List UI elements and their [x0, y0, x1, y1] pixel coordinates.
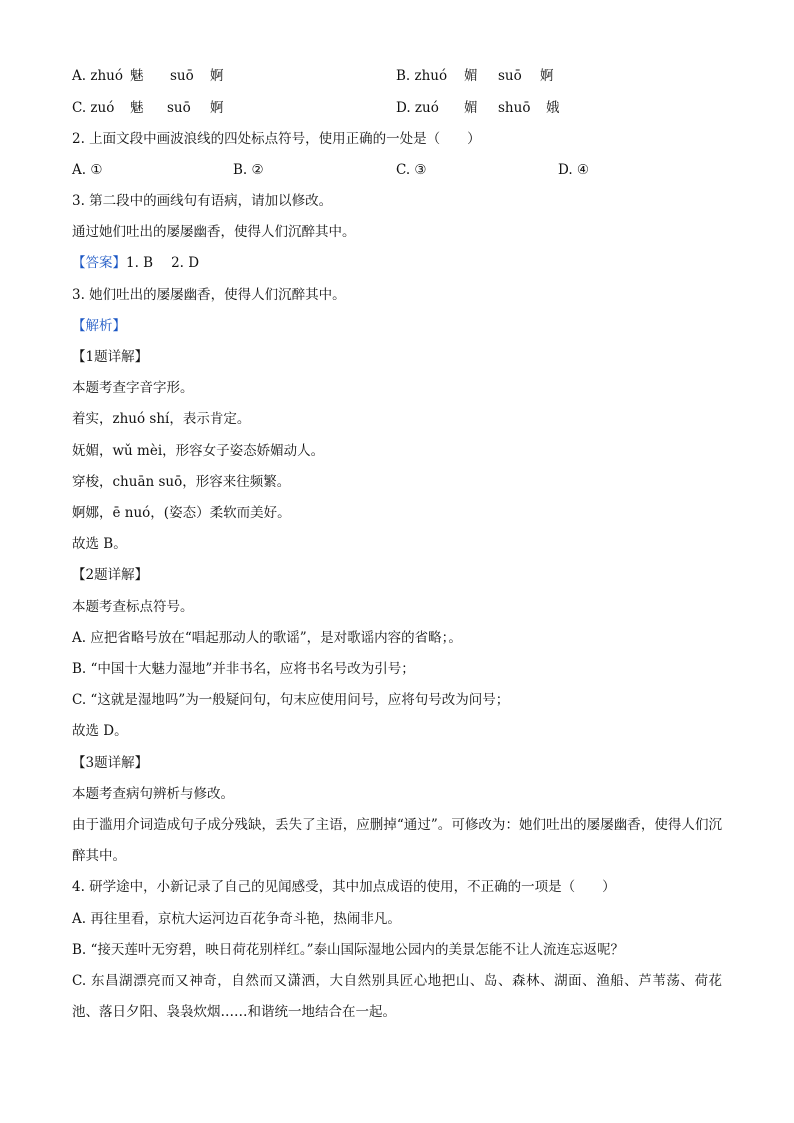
detail2-line: C. “这就是湿地吗”为一般疑问句，句末应使用问号，应将句号改为问号；	[72, 692, 510, 708]
q2-stem: 2. 上面文段中画波浪线的四处标点符号，使用正确的一处是（ ）	[72, 131, 481, 147]
answer-1: 1. B	[126, 255, 154, 271]
detail3-paragraph: 由于滥用介词造成句子成分残缺，丢失了主语，应删掉“通过”。可修改为：她们吐出的屡屡幽香，使得人们沉醉其中。	[72, 817, 722, 864]
q2-option-a: A. ①	[72, 162, 103, 178]
q3-stem: 3. 第二段中的画线句有语病，请加以修改。	[72, 193, 333, 209]
q1-option-c-char2: 婀	[210, 100, 224, 116]
q4-option-a: A. 再往里看，京杭大运河边百花争奇斗艳，热闹非凡。	[72, 911, 401, 927]
detail2-line: 本题考查标点符号。	[72, 599, 194, 615]
q1-options-row-2	[72, 99, 732, 117]
detail2-line: A. 应把省略号放在“唱起那动人的歌谣”，是对歌谣内容的省略；。	[72, 630, 462, 646]
detail2-line: B. “中国十大魅力湿地”并非书名，应将书名号改为引号；	[72, 661, 415, 677]
q2-option-d: D. ④	[558, 162, 590, 178]
detail1-line: 故选 B。	[72, 536, 127, 552]
q4-stem: 4. 研学途中，小新记录了自己的见闻感受，其中加点成语的使用，不正确的一项是（ ）	[72, 879, 616, 895]
detail1-line: 婀娜，ē nuó，(姿态）柔软而美好。	[72, 505, 291, 521]
answer-line	[72, 254, 199, 272]
q1-option-d-label: D. zuó	[396, 100, 439, 116]
q1-option-c-char1: 魅	[130, 100, 144, 116]
q1-option-d-char2: 娥	[546, 100, 560, 116]
q1-option-a-char1: 魅	[130, 68, 144, 84]
answer-3: 3. 她们吐出的屡屡幽香，使得人们沉醉其中。	[72, 287, 346, 303]
detail2-line: 故选 D。	[72, 723, 128, 739]
q1-option-c-label: C. zuó	[72, 100, 115, 116]
answer-2: 2. D	[171, 255, 200, 271]
detail2-heading: 【2题详解】	[72, 567, 149, 583]
analysis-tag: 【解析】	[72, 318, 126, 334]
q2-option-b: B. ②	[233, 162, 264, 178]
q2-options-row	[72, 161, 732, 179]
q1-option-b-char2: 婀	[540, 68, 554, 84]
q1-option-d-pinyin: shuō	[498, 100, 531, 116]
q1-option-b-char1: 媚	[464, 68, 478, 84]
q2-option-c: C. ③	[396, 162, 427, 178]
q4-option-b: B. “接天莲叶无穷碧，映日荷花别样红。”泰山国际湿地公园内的美景怎能不让人流连忘返呢？	[72, 942, 625, 958]
q3-sentence: 通过她们吐出的屡屡幽香，使得人们沉醉其中。	[72, 224, 356, 240]
detail1-line: 着实，zhuó shí，表示肯定。	[72, 411, 251, 427]
q1-option-b-pinyin: suō	[498, 68, 522, 84]
detail1-line: 穿梭，chuān suō，形容来往频繁。	[72, 474, 291, 490]
q4-option-c: C. 东昌湖漂亮而又神奇，自然而又潇洒，大自然别具匠心地把山、岛、森林、湖面、渔船、芦苇荡、荷花池、落日夕阳、袅袅炊烟……和谐统一地结合在一起。	[72, 973, 722, 1020]
detail3-line: 本题考查病句辨析与修改。	[72, 786, 234, 802]
q1-option-a-label: A. zhuó	[72, 68, 123, 84]
q1-options-row-1	[72, 67, 732, 85]
q1-option-d-char1: 媚	[464, 100, 478, 116]
q1-option-c-pinyin: suō	[167, 100, 191, 116]
detail1-line: 妩媚，wǔ mèi，形容女子姿态娇媚动人。	[72, 443, 325, 459]
detail3-heading: 【3题详解】	[72, 755, 149, 771]
q1-option-a-char2: 婀	[210, 68, 224, 84]
detail1-heading: 【1题详解】	[72, 349, 149, 365]
q1-option-b-label: B. zhuó	[396, 68, 448, 84]
answer-tag: 【答案】	[72, 255, 126, 271]
q1-option-a-pinyin: suō	[170, 68, 194, 84]
detail1-line: 本题考查字音字形。	[72, 380, 194, 396]
